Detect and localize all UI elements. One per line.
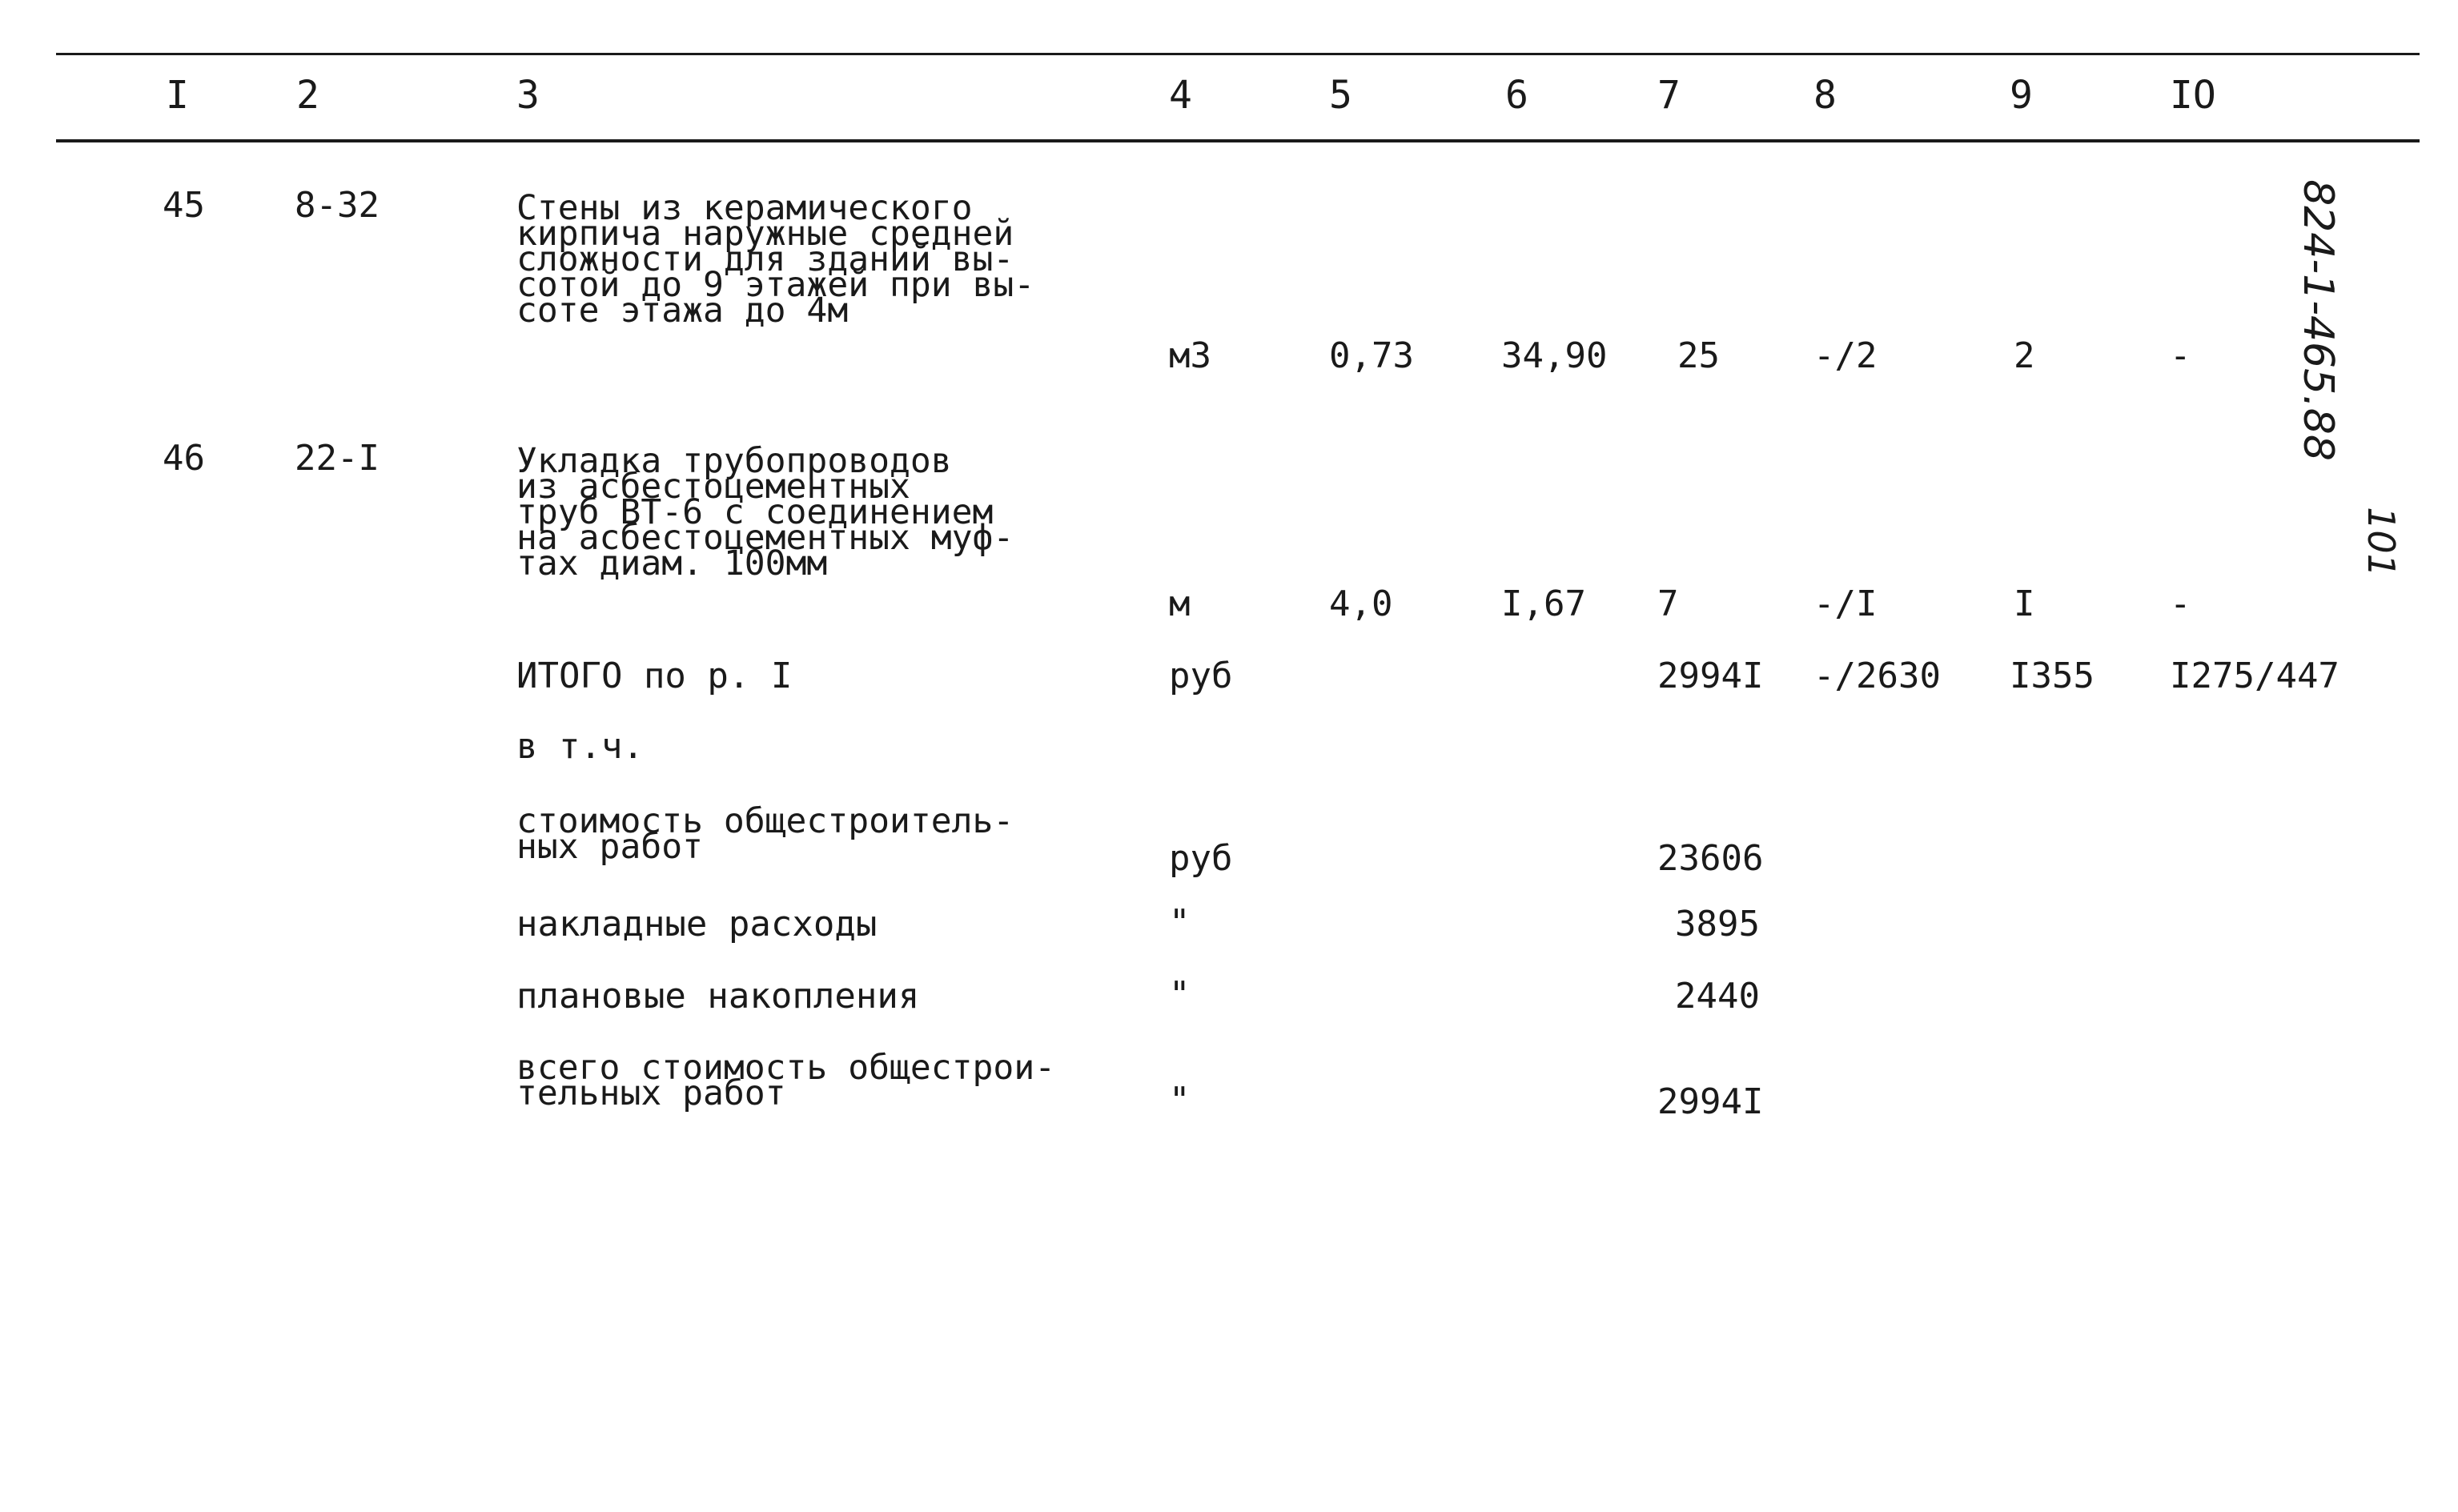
norm-code: 22-I xyxy=(295,438,380,479)
col-10-value: - xyxy=(2170,584,2191,624)
breakdown-value: 2994I xyxy=(1657,1081,1764,1122)
breakdown-value: 23606 xyxy=(1657,838,1764,879)
header-col-1: I xyxy=(166,73,189,118)
col-9-value: 2 xyxy=(2014,335,2035,376)
sheet-number: 101 xyxy=(2359,507,2403,577)
breakdown-value: 3895 xyxy=(1675,904,1760,944)
top-rule xyxy=(56,53,2420,55)
header-col-9: 9 xyxy=(2010,73,2033,118)
breakdown-unit: " xyxy=(1169,1080,1191,1121)
breakdown-value: 2440 xyxy=(1675,976,1760,1017)
header-col-2: 2 xyxy=(296,73,319,118)
header-rule xyxy=(56,139,2420,142)
header-col-3: 3 xyxy=(516,73,540,118)
header-col-5: 5 xyxy=(1329,73,1352,118)
breakdown-label: всего стоимость общестрои- тельных работ xyxy=(516,1048,1056,1113)
breakdown-unit: " xyxy=(1169,902,1191,943)
header-col-10: IO xyxy=(2170,73,2216,118)
total-cost: 2994I xyxy=(1657,656,1764,696)
total-label: ИТОГО по р. I xyxy=(516,656,793,696)
breakdown-unit: " xyxy=(1169,974,1191,1015)
total-cost: 7 xyxy=(1657,584,1679,624)
header-col-8: 8 xyxy=(1813,73,1837,118)
unit-price: 34,90 xyxy=(1501,335,1608,376)
total-col-8: -/2630 xyxy=(1813,656,1941,696)
row-number: 45 xyxy=(163,185,205,226)
row-number: 46 xyxy=(163,438,205,479)
col-10-value: - xyxy=(2170,335,2191,376)
col-9-value: I xyxy=(2014,584,2035,624)
quantity: 4,0 xyxy=(1329,584,1393,624)
breakdown-label: накладные расходы xyxy=(516,904,878,944)
total-col-10: I275/447 xyxy=(2170,656,2340,696)
header-col-7: 7 xyxy=(1657,73,1681,118)
including-label: в т.ч. xyxy=(516,726,644,767)
col-8-value: -/2 xyxy=(1813,335,1878,376)
unit: м3 xyxy=(1169,335,1211,376)
col-8-value: -/I xyxy=(1813,584,1878,624)
quantity: 0,73 xyxy=(1329,335,1414,376)
breakdown-unit: руб xyxy=(1169,838,1233,879)
unit: м xyxy=(1169,584,1191,624)
work-description: Укладка трубопроводов из асбестоцементных труб ВТ-6 с соединением на асбестоцементных муф- тах диам. 100мм xyxy=(516,441,1014,584)
breakdown-label: плановые накопления xyxy=(516,976,920,1017)
total-cost: 25 xyxy=(1677,335,1720,376)
header-col-4: 4 xyxy=(1169,73,1192,118)
norm-code: 8-32 xyxy=(295,185,380,226)
total-unit: руб xyxy=(1169,656,1233,696)
unit-price: I,67 xyxy=(1501,584,1586,624)
document-code-stamp: 824-1-465.88 xyxy=(2294,179,2342,461)
work-description: Стены из керамического кирпича наружные средней сложности для зданий вы- сотой до 9 этажей при вы- соте этажа до 4м xyxy=(516,188,1035,331)
total-col-9: I355 xyxy=(2010,656,2095,696)
header-col-6: 6 xyxy=(1505,73,1528,118)
breakdown-label: стоимость общестроитель- ных работ xyxy=(516,801,1014,867)
